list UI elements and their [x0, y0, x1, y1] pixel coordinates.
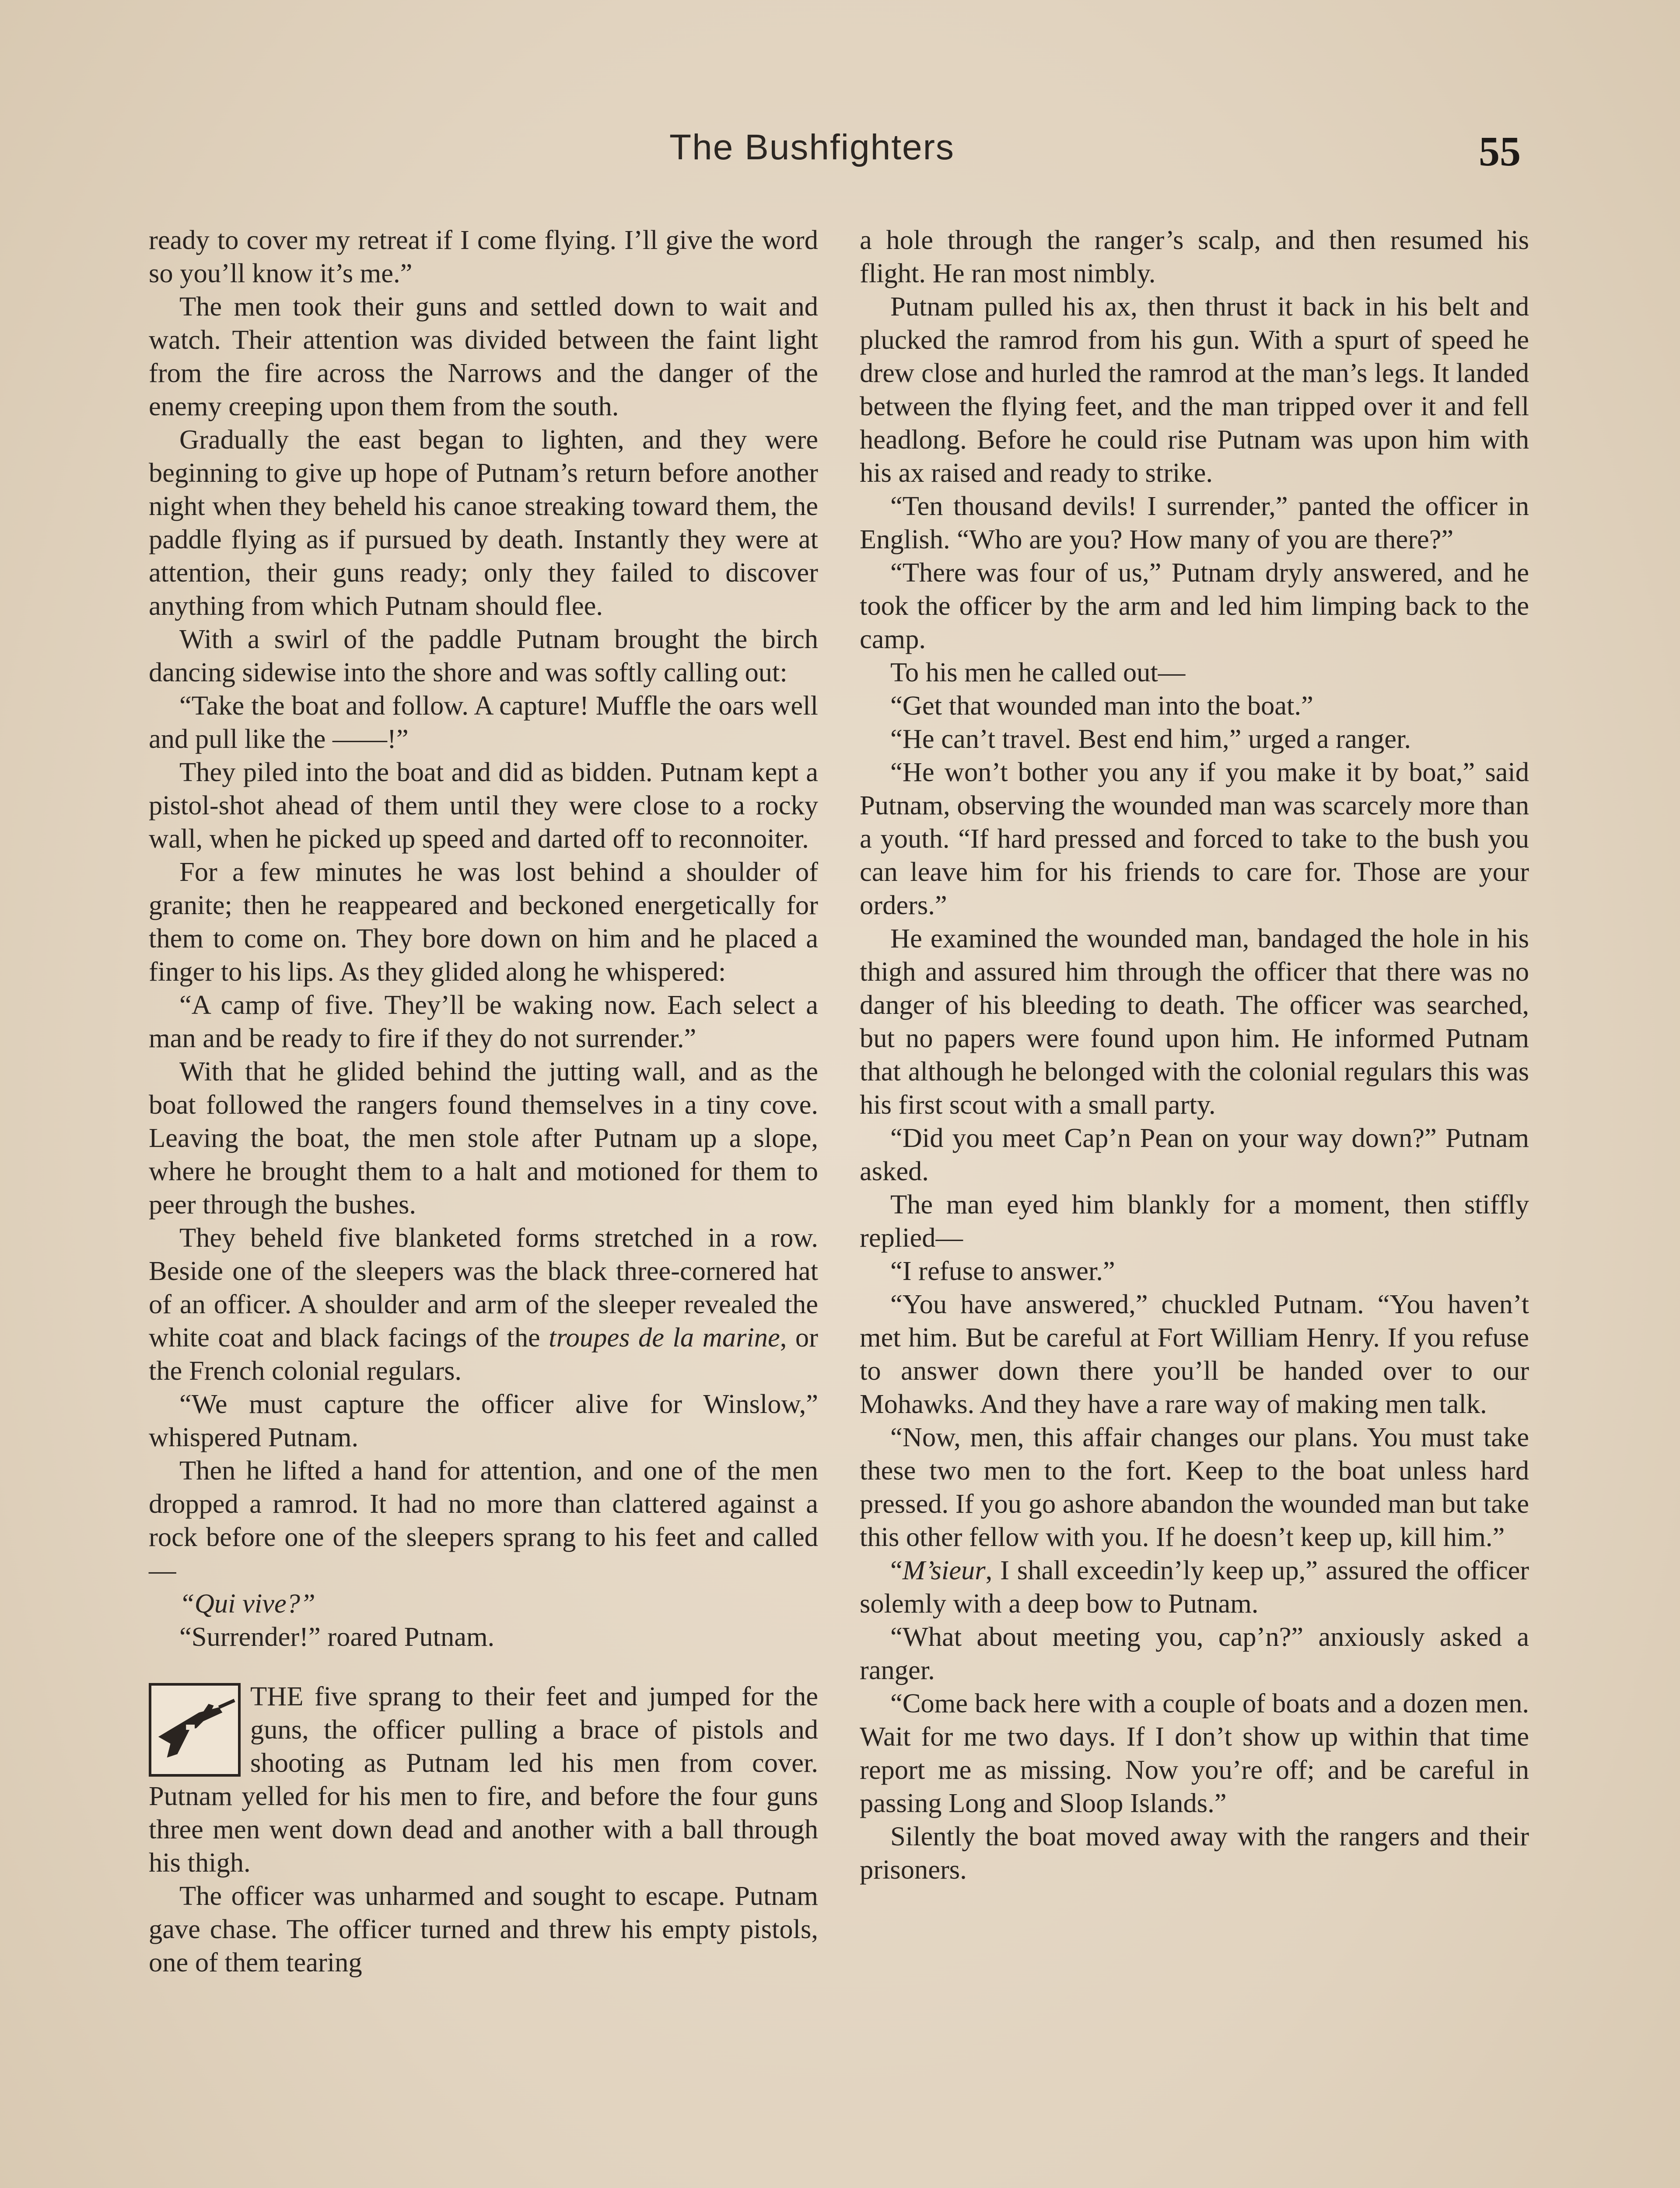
paragraph: “He won’t bother you any if you make it by boat,” said Putnam, observing the wounded man was scarcely more than a youth. “If hard pressed and forced to take to the bush you can leave him for his friends to care for. Those are your orders.”: [860, 757, 1529, 920]
text-run: , or the French colonial regulars.: [149, 1322, 818, 1386]
right-column: [860, 223, 1529, 1886]
paragraph: Then he lifted a hand for attention, and one of the men dropped a ramrod. It had no more than clattered against a rock before one of the sleepers sprang to his feet and called—: [149, 1455, 818, 1585]
paragraph: The officer was unharmed and sought to escape. Putnam gave chase. The officer turned and threw his empty pistols, one of them tearing: [149, 1880, 818, 1978]
paragraph: For a few minutes he was lost behind a shoulder of granite; then he reappeared and beckoned energetically for them to come on. They bore down on him and he placed a finger to his lips. As they glided along he whispered:: [149, 856, 818, 987]
paragraph: “M’sieur, I shall exceedin’ly keep up,” assured the officer solemly with a deep bow to Putnam.: [860, 1555, 1529, 1619]
paragraph: ready to cover my retreat if I come flying. I’ll give the word so you’ll know it’s me.”: [149, 224, 818, 288]
paragraph: “A camp of five. They’ll be waking now. Each select a man and be ready to fire if they do not surrender.”: [149, 989, 818, 1053]
italic-phrase: “Qui vive?”: [179, 1588, 315, 1619]
paragraph: To his men he called out—: [890, 657, 1186, 687]
paragraph: Gradually the east began to lighten, and they were beginning to give up hope of Putnam’s return before another night when they beheld his canoe streaking toward them, the paddle flying as if pursued by death. Instantly they were at attention, their guns ready; only they failed to discover anything from which Putnam should flee.: [149, 424, 818, 621]
running-title: The Bushfighters: [669, 127, 955, 167]
paragraph: Putnam pulled his ax, then thrust it back in his belt and plucked the ramrod from his gun. With a spurt of speed he drew close and hurled the ramrod at the man’s legs. It landed between the flying feet, and the man tripped over it and fell headlong. Before he could rise Putnam was upon him with his ax raised and ready to strike.: [860, 291, 1529, 488]
paragraph: He examined the wounded man, bandaged the hole in his thigh and assured him through the officer that there was no danger of his bleeding to death. The officer was searched, but no papers were found upon him. He informed Putnam that although he belonged with the colonial regulars this was his first scout with a small party.: [860, 923, 1529, 1120]
paragraph: THE five sprang to their feet and jumped for the guns, the officer pulling a brace of pistols and shooting as Putnam led his men from cover. Putnam yelled for his men to fire, and before the four guns three men went down dead and another with a ball through his thigh.: [149, 1681, 818, 1878]
paragraph: “What about meeting you, cap’n?” anxiously asked a ranger.: [860, 1621, 1529, 1685]
paragraph: “We must capture the officer alive for Winslow,” whispered Putnam.: [149, 1389, 818, 1452]
paragraph: They piled into the boat and did as bidden. Putnam kept a pistol-shot ahead of them until they were close to a rocky wall, when he picked up speed and darted off to reconnoiter.: [149, 757, 818, 854]
paragraph: “Come back here with a couple of boats and a dozen men. Wait for me two days. If I don’t show up within that time report me as missing. Now you’re off; and be careful in passing Long and Sloop Islands.”: [860, 1688, 1529, 1818]
italic-phrase: M’sieur: [902, 1555, 986, 1585]
page-number: 55: [1479, 128, 1521, 175]
paragraph: The men took their guns and settled down to wait and watch. Their attention was divided between the faint light from the fire across the Narrows and the danger of the enemy creeping upon them from the south.: [149, 291, 818, 421]
paragraph: Silently the boat moved away with the rangers and their prisoners.: [860, 1821, 1529, 1885]
paragraph: With a swirl of the paddle Putnam brought the birch dancing sidewise into the shore and was softly calling out:: [149, 624, 818, 687]
paragraph: “Surrender!” roared Putnam.: [179, 1621, 495, 1652]
paragraph: “Get that wounded man into the boat.”: [890, 690, 1313, 721]
paragraph: “Take the boat and follow. A capture! Muffle the oars well and pull like the ——!”: [149, 690, 818, 754]
paragraph: “You have answered,” chuckled Putnam. “You haven’t met him. But be careful at Fort William Henry. If you refuse to answer down there you’ll be handed over to our Mohawks. And they have a rare way of making men talk.: [860, 1289, 1529, 1419]
paragraph: a hole through the ranger’s scalp, and then resumed his flight. He ran most nimbly.: [860, 224, 1529, 288]
paragraph: “Did you meet Cap’n Pean on your way down?” Putnam asked.: [860, 1122, 1529, 1186]
text-run: , I shall exceedin’ly keep up,” assured the officer solemly with a deep bow to Putnam.: [860, 1555, 1529, 1619]
page-header: [0, 127, 1680, 193]
paragraph: [149, 1587, 818, 1620]
italic-phrase: troupes de la marine: [549, 1322, 780, 1353]
paragraph: “Ten thousand devils! I surrender,” panted the officer in English. “Who are you? How many of you are there?”: [860, 491, 1529, 554]
left-column: [149, 223, 818, 1979]
section-break: [149, 1653, 818, 1680]
paragraph: The man eyed him blankly for a moment, then stiffly replied—: [860, 1189, 1529, 1253]
text-run: They beheld five blanketed forms stretched in a row. Beside one of the sleepers was the black three-cornered hat of an officer. A shoulder and arm of the sleeper revealed the white coat and black facings of the: [149, 1222, 818, 1353]
paragraph: With that he glided behind the jutting wall, and as the boat followed the rangers found themselves in a tiny cove. Leaving the boat, the men stole after Putnam up a slope, where he brought them to a halt and motioned for them to peer through the bushes.: [149, 1056, 818, 1220]
paragraph: “He can’t travel. Best end him,” urged a ranger.: [890, 723, 1411, 754]
flintlock-pistol-icon: [149, 1683, 241, 1777]
paragraph: “There was four of us,” Putnam dryly answered, and he took the officer by the arm and led him limping back to the camp.: [860, 557, 1529, 654]
paragraph: [149, 1221, 818, 1387]
paragraph: “I refuse to answer.”: [890, 1255, 1115, 1286]
paragraph: “Now, men, this affair changes our plans. You must take these two men to the fort. Keep to the boat unless hard pressed. If you go ashore abandon the wounded man but take this other fellow with you. If he doesn’t keep up, kill him.”: [860, 1422, 1529, 1552]
